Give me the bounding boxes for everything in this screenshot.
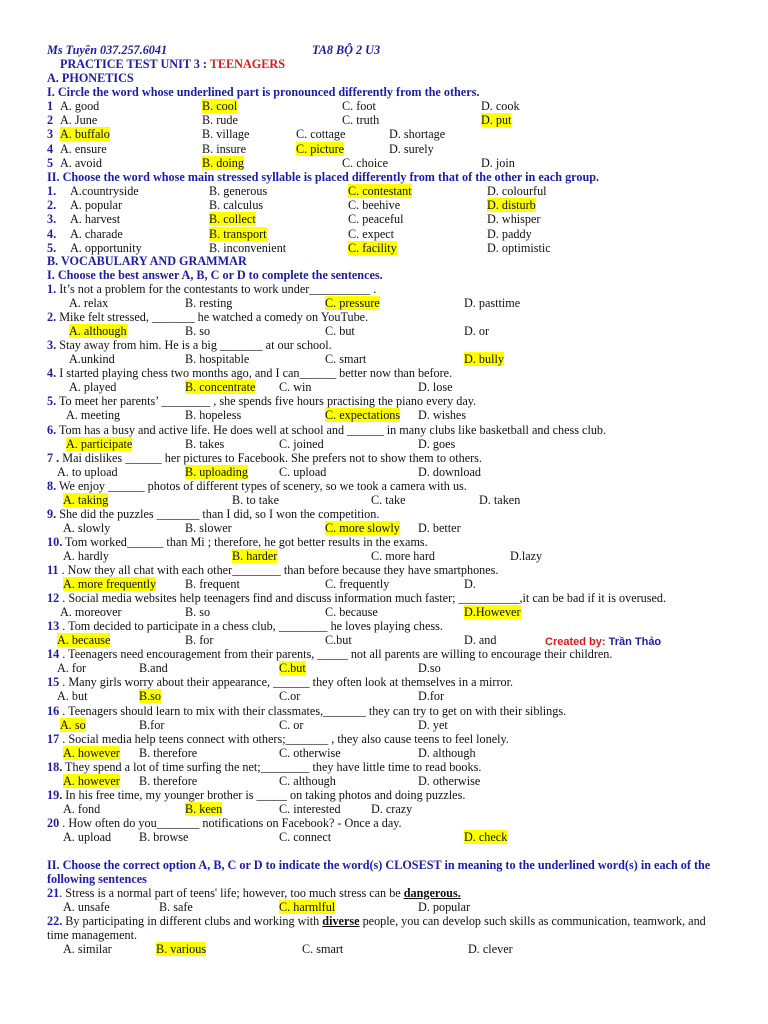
vocab-instruction-1: I. Choose the best answer A, B, C or D to complete the sentences. — [47, 268, 383, 282]
answer-option: A. however — [63, 773, 120, 788]
answer-option: B. takes — [185, 436, 225, 451]
answer-option: A. because — [57, 633, 111, 648]
answer-option: B. browse — [139, 829, 189, 844]
answer-option: C. take — [371, 492, 406, 507]
answer-option: B.and — [139, 661, 168, 676]
answer-option: C. joined — [279, 436, 324, 451]
answer-option: C. although — [279, 773, 336, 788]
answer-option: A.unkind — [69, 352, 115, 367]
answer-option: A. although — [69, 324, 127, 339]
answer-option: D. clever — [468, 942, 513, 956]
answer-option: A. upload — [63, 829, 112, 844]
answer-option: A. ensure — [60, 141, 107, 156]
phonetics-question-number: 5 — [47, 155, 54, 170]
question-number: 5. — [47, 394, 57, 409]
question-text: . How often do you_______ notifications on Facebook? - Once a day. — [59, 815, 402, 830]
answer-option: C.but — [279, 661, 306, 676]
answer-option: C. facility — [348, 240, 397, 255]
answer-option: B. calculus — [209, 198, 264, 213]
answer-option: C. choice — [342, 155, 389, 170]
question-stem — [47, 619, 443, 633]
answer-option: A. however — [63, 745, 120, 760]
answer-option: A. good — [60, 99, 100, 113]
question-text: . Teenagers need encouragement from their parents, _____ not all parents are willing to encourage their children. — [59, 647, 613, 662]
question-text: . Teenagers should learn to mix with their classmates,_______ they can try to get on with their siblings. — [59, 703, 567, 718]
answer-option: B.for — [139, 717, 165, 732]
answer-option: C. harmlful — [279, 900, 336, 914]
answer-option: D. wishes — [418, 408, 467, 423]
question-number: 6. — [47, 422, 57, 437]
question-text: . Tom decided to participate in a chess club, ________ he loves playing chess. — [59, 619, 443, 634]
answer-option: C. upload — [279, 464, 327, 479]
question-stem — [47, 591, 666, 605]
phonetics-question-number: 1 — [47, 99, 54, 113]
question-stem — [47, 704, 566, 718]
answer-option: B. frequent — [185, 577, 240, 591]
question-stem — [47, 732, 509, 746]
answer-option: B. keen — [185, 801, 223, 816]
answer-option: A. relax — [69, 296, 109, 310]
answer-option: B. uploading — [185, 464, 248, 479]
answer-option: C. beehive — [348, 198, 401, 213]
answer-option: B. doing — [202, 155, 244, 170]
answer-option: A. participate — [66, 436, 133, 451]
answer-option: D. bully — [464, 352, 504, 367]
question-text: . Many girls worry about their appearance, ______ they often look at themselves in a mirror. — [59, 675, 514, 690]
title-prefix: PRACTICE TEST UNIT 3 : — [60, 57, 210, 71]
question-number: 19. — [47, 787, 63, 802]
question-number: 20 — [47, 815, 60, 830]
question-number: 8. — [47, 478, 57, 493]
answer-option: A. opportunity — [70, 240, 142, 255]
question-number: 12 — [47, 591, 60, 606]
answer-option: B. insure — [202, 141, 247, 156]
answer-option: B. therefore — [139, 745, 198, 760]
answer-option: D. yet — [418, 717, 448, 732]
answer-option: C. expectations — [325, 408, 401, 423]
underlined-word: diverse — [322, 914, 360, 928]
question-number: 3. — [47, 338, 57, 353]
answer-option: D. crazy — [371, 801, 413, 816]
answer-option: D. pasttime — [464, 296, 521, 310]
question-stem — [47, 338, 332, 352]
answer-option: D. download — [418, 464, 481, 479]
answer-option: B. resting — [185, 296, 233, 310]
credit-name: Trần Thảo — [608, 636, 662, 648]
answer-option: D. join — [481, 155, 515, 170]
answer-option: B. inconvenient — [209, 240, 287, 255]
answer-option: B. hospitable — [185, 352, 250, 367]
answer-option: D. goes — [418, 436, 456, 451]
answer-option: A. harvest — [70, 212, 121, 227]
answer-option: C. more hard — [371, 548, 435, 563]
question-text: Tom has a busy and active life. He does well at school and ______ in many clubs like basketball and chess club. — [56, 422, 607, 437]
answer-option: A.countryside — [70, 184, 139, 198]
answer-option: B. collect — [209, 212, 256, 227]
answer-option: C. otherwise — [279, 745, 341, 760]
question-stem — [47, 479, 467, 493]
question-number: 17 — [47, 731, 60, 746]
answer-option: D. paddy — [487, 226, 532, 241]
answer-option: B. rude — [202, 113, 238, 128]
answer-option: C. foot — [342, 99, 376, 113]
question-number: 7 . — [47, 450, 60, 465]
question-stem — [47, 788, 465, 802]
answer-option: A. more frequently — [63, 577, 157, 591]
answer-option: B. so — [185, 605, 211, 620]
question-stem — [47, 451, 482, 465]
answer-option: A. charade — [70, 226, 123, 241]
answer-option: C. frequently — [325, 577, 390, 591]
answer-option: C. pressure — [325, 296, 380, 310]
question-number: 16 — [47, 703, 60, 718]
answer-option: A. so — [60, 717, 86, 732]
question-number: 2. — [47, 310, 57, 325]
answer-option: A. similar — [63, 942, 112, 956]
answer-option: D. put — [481, 113, 512, 128]
answer-option: D. popular — [418, 900, 471, 914]
answer-option: D. surely — [389, 141, 434, 156]
phonetics-instruction-2: II. Choose the word whose main stressed syllable is placed differently from that of the other in each group. — [47, 170, 600, 184]
question-text: I started playing chess two months ago, and I can______ better now than before. — [56, 366, 453, 381]
credit-colon: : — [601, 636, 609, 648]
question-stem — [47, 423, 606, 437]
answer-option: A. taking — [63, 492, 109, 507]
answer-option: D. better — [418, 520, 461, 535]
answer-option: A. for — [57, 661, 87, 676]
answer-option: A. popular — [70, 198, 123, 213]
answer-option: A. meeting — [66, 408, 121, 423]
question-number: 14 — [47, 647, 60, 662]
question-stem — [47, 914, 727, 942]
answer-option: D. lose — [418, 380, 453, 395]
phonetics-question-number: 4 — [47, 141, 54, 156]
question-text: To meet her parents’ ________ , she spends five hours practising the piano every day. — [56, 394, 477, 409]
answer-option: D. or — [464, 324, 490, 339]
answer-option: C. expect — [348, 226, 395, 241]
answer-option: C. truth — [342, 113, 380, 128]
question-number: 21 — [47, 886, 60, 900]
credit-stamp — [545, 636, 661, 648]
answer-option: A. to upload — [57, 464, 118, 479]
answer-option: B. transport — [209, 226, 267, 241]
answer-option: D. and — [464, 633, 497, 648]
answer-option: C. interested — [279, 801, 341, 816]
question-number: 13 — [47, 619, 60, 634]
question-stem — [47, 760, 481, 774]
question-stem — [47, 310, 368, 324]
answer-option: A. June — [60, 113, 98, 128]
answer-option: C.but — [325, 633, 352, 648]
answer-option: C. picture — [296, 141, 345, 156]
answer-option: B. village — [202, 127, 250, 142]
question-text: We enjoy ______ photos of different types of scenery, so we took a camera with us. — [56, 478, 467, 493]
answer-option: C. or — [279, 717, 304, 732]
answer-option: A. unsafe — [63, 900, 110, 914]
question-number: 18. — [47, 759, 63, 774]
stress-question-number: 3. — [47, 212, 57, 227]
answer-option: B. harder — [232, 548, 278, 563]
question-text: Mike felt stressed, _______ he watched a comedy on YouTube. — [56, 310, 369, 325]
answer-option: C.or — [279, 689, 301, 704]
question-stem — [47, 507, 379, 521]
question-text: She did the puzzles _______ than I did, so I won the competition. — [56, 506, 380, 521]
answer-option: B. to take — [232, 492, 280, 507]
answer-option: D. although — [418, 745, 476, 760]
answer-option: A. but — [57, 689, 88, 704]
answer-option: B. hopeless — [185, 408, 242, 423]
answer-option: D.for — [418, 689, 445, 704]
answer-option: B. generous — [209, 184, 268, 198]
answer-option: D. cook — [481, 99, 520, 113]
question-number: 15 — [47, 675, 60, 690]
answer-option: A. played — [69, 380, 117, 395]
answer-option: D. check — [464, 829, 508, 844]
question-text: It’s not a problem for the contestants to work under__________ . — [56, 282, 377, 296]
section-b-heading: B. VOCABULARY AND GRAMMAR — [47, 254, 247, 268]
answer-option: B. therefore — [139, 773, 198, 788]
section-a-heading: A. PHONETICS — [47, 71, 134, 85]
question-number: 10. — [47, 534, 63, 549]
answer-option: C. smart — [302, 942, 344, 956]
answer-option: D. otherwise — [418, 773, 481, 788]
stress-question-number: 4. — [47, 226, 57, 241]
answer-option: B. cool — [202, 99, 238, 113]
stress-question-number: 1. — [47, 184, 57, 198]
question-text: . Social media help teens connect with others;_______ , they also cause teens to feel lonely. — [59, 731, 509, 746]
question-stem — [47, 675, 513, 689]
question-text: Mai dislikes ______ her pictures to Facebook. She prefers not to show them to others. — [59, 450, 482, 465]
answer-option: B. so — [185, 324, 211, 339]
question-stem — [47, 535, 428, 549]
question-text: people, you can develop such skills as communication, teamwork, and time management. — [47, 914, 706, 942]
answer-option: D.However — [464, 605, 521, 620]
answer-option: D. colourful — [487, 184, 547, 198]
answer-option: A. moreover — [60, 605, 122, 620]
question-stem — [47, 282, 376, 296]
answer-option: D. shortage — [389, 127, 446, 142]
answer-option: D. disturb — [487, 198, 536, 213]
question-number: 1. — [47, 282, 57, 296]
answer-option: D. — [464, 577, 476, 591]
question-stem — [47, 366, 452, 380]
answer-option: A. hardly — [63, 548, 110, 563]
answer-option: C. more slowly — [325, 520, 400, 535]
answer-option: C. win — [279, 380, 312, 395]
question-stem — [47, 647, 612, 661]
question-number: 9. — [47, 506, 57, 521]
phonetics-question-number: 3 — [47, 127, 54, 142]
question-text: . Stress is a normal part of teens' life; however, too much stress can be — [59, 886, 404, 900]
answer-option: C. peaceful — [348, 212, 404, 227]
answer-option: D. optimistic — [487, 240, 551, 255]
answer-option: C. because — [325, 605, 378, 620]
answer-option: B.so — [139, 689, 162, 704]
answer-option: A. slowly — [63, 520, 111, 535]
answer-option: B. concentrate — [185, 380, 256, 395]
answer-option: A. buffalo — [60, 127, 110, 142]
question-stem — [47, 886, 461, 900]
answer-option: B. various — [156, 942, 207, 956]
question-number: 11 — [47, 563, 59, 577]
phonetics-question-number: 2 — [47, 113, 54, 128]
question-text: In his free time, my younger brother is _____ on taking photos and doing puzzles. — [62, 787, 466, 802]
page-title — [60, 57, 285, 71]
answer-option: B. for — [185, 633, 214, 648]
title-topic: TEENAGERS — [209, 57, 285, 71]
question-text: . Now they all chat with each other________ than before because they have smartphones. — [58, 563, 499, 577]
credit-label: Created by — [545, 636, 602, 648]
phonetics-instruction-1: I. Circle the word whose underlined part is pronounced differently from the others. — [47, 85, 480, 99]
answer-option: C. smart — [325, 352, 367, 367]
question-number: 4. — [47, 366, 57, 381]
question-text: Stay away from him. He is a big _______ at our school. — [56, 338, 332, 353]
question-text: They spend a lot of time surfing the net;________ they have little time to read books. — [62, 759, 482, 774]
underlined-word: dangerous. — [403, 886, 461, 900]
question-number: 22. — [47, 914, 63, 928]
question-stem — [47, 816, 402, 830]
question-stem — [47, 563, 498, 577]
question-stem — [47, 394, 476, 408]
answer-option: C. cottage — [296, 127, 346, 142]
question-text: Tom worked______ than Mi ; therefore, he got better results in the exams. — [62, 534, 428, 549]
answer-option: C. connect — [279, 829, 332, 844]
answer-option: B. slower — [185, 520, 232, 535]
answer-option: A. fond — [63, 801, 101, 816]
question-text: . Social media websites help teenagers find and discuss information much faster; __________,it can be bad if it is overused. — [59, 591, 667, 606]
test-code: TA8 BỘ 2 U3 — [312, 43, 381, 57]
stress-question-number: 5. — [47, 240, 57, 255]
answer-option: D. whisper — [487, 212, 541, 227]
author-line: Ms Tuyền 037.257.6041 — [47, 43, 168, 57]
answer-option: C. contestant — [348, 184, 412, 198]
answer-option: D.lazy — [510, 548, 543, 563]
stress-question-number: 2. — [47, 198, 57, 213]
answer-option: B. safe — [159, 900, 193, 914]
answer-option: C. but — [325, 324, 355, 339]
answer-option: D. taken — [479, 492, 521, 507]
question-text: By participating in different clubs and working with — [62, 914, 323, 928]
answer-option: A. avoid — [60, 155, 102, 170]
vocab-instruction-2: II. Choose the correct option A, B, C or D to indicate the word(s) CLOSEST in meaning to the underlined word(s) in each of the following sentences — [47, 858, 711, 886]
answer-option: D.so — [418, 661, 441, 676]
